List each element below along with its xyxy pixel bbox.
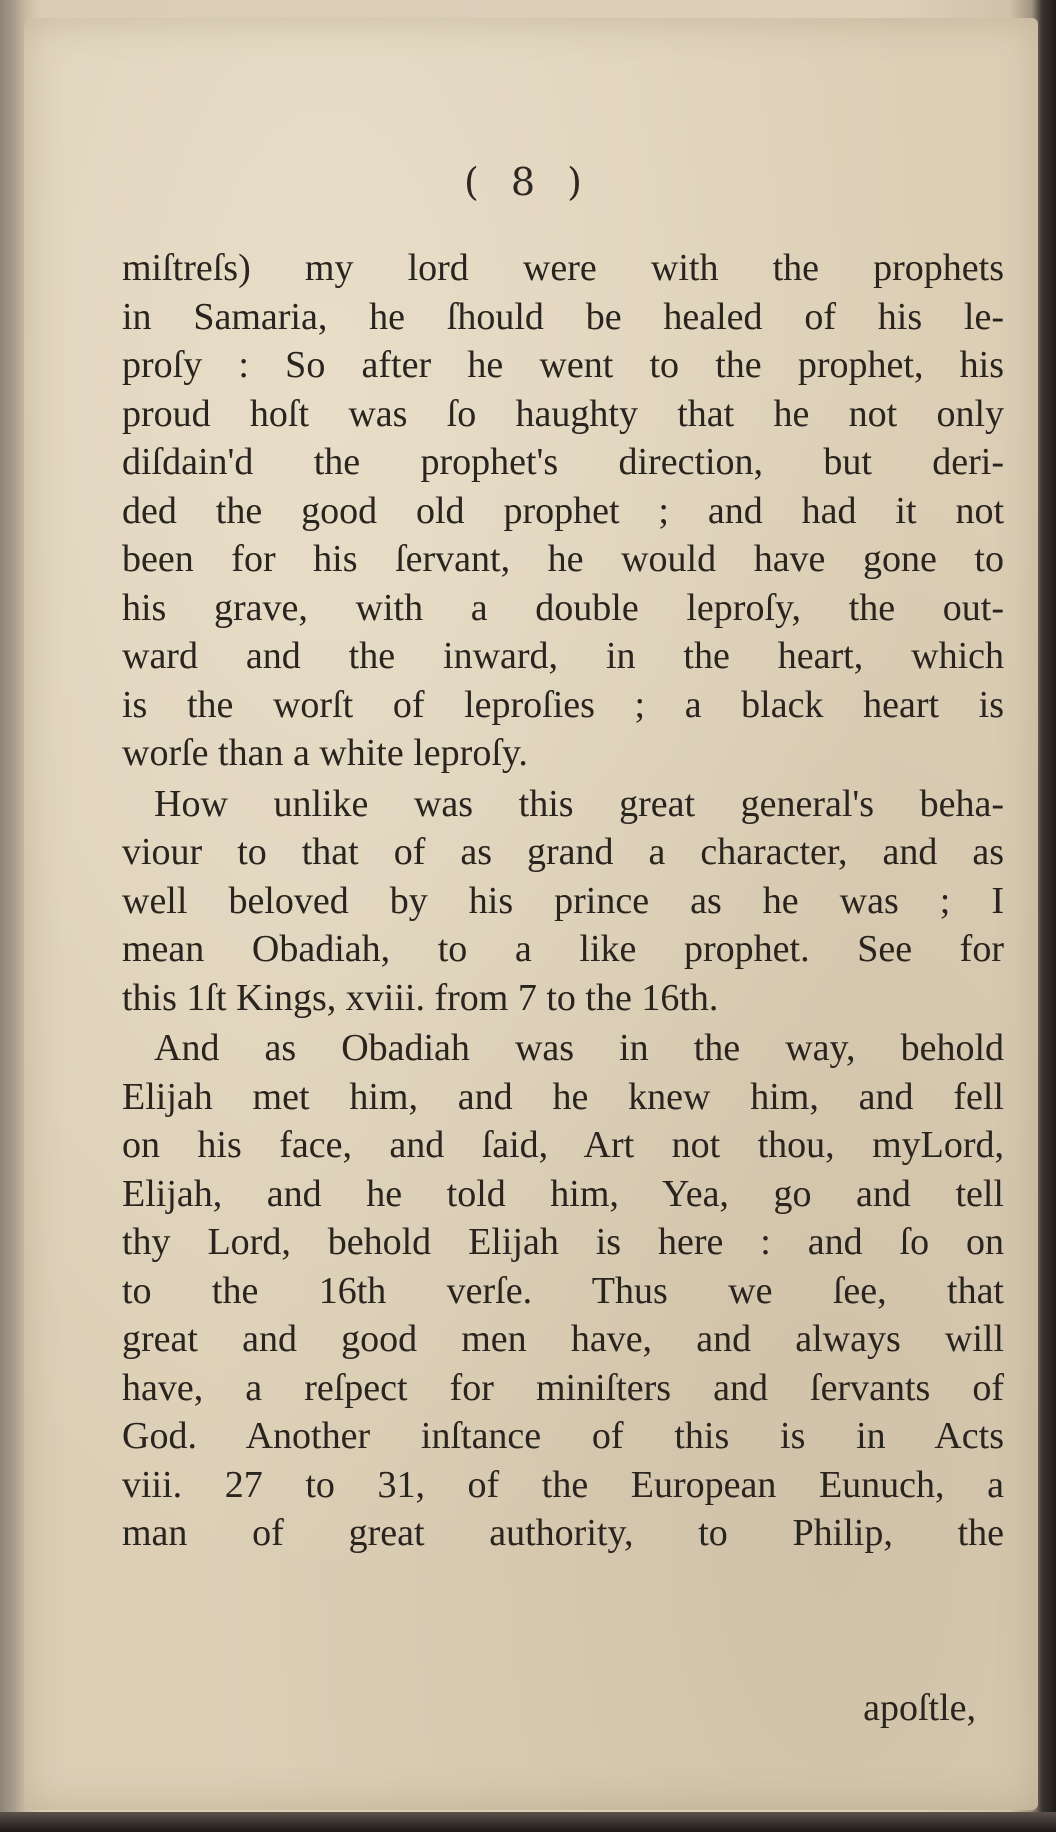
text-line: How unlike was this great general's beha- [154, 782, 1004, 825]
scan-bottom-edge [0, 1812, 1056, 1832]
text-line: great and good men have, and always will [122, 1318, 1004, 1360]
text-line: ward and the inward, in the heart, which [122, 635, 1004, 677]
text-line: this 1ſt Kings, xviii. from 7 to the 16th. [122, 976, 719, 1019]
body-text [122, 244, 1004, 1558]
text-line: his grave, with a double leproſy, the out- [122, 586, 1004, 629]
page-number: ( 8 ) [464, 160, 592, 204]
text-line: Elijah, and he told him, Yea, go and tell [122, 1172, 1004, 1215]
paragraph-3 [122, 1024, 1004, 1558]
catchword: apoſtle, [863, 1687, 976, 1729]
text-line: miſtreſs) my lord were with the prophets [122, 247, 1004, 289]
text-line: viour to that of as grand a character, and as [122, 831, 1004, 873]
text-line: have, a reſpect for miniſters and ſervants of [122, 1366, 1004, 1409]
text-line: proſy : So after he went to the prophet, his [122, 344, 1004, 386]
text-line: in Samaria, he ſhould be healed of his le- [122, 295, 1004, 338]
text-line: worſe than a white leproſy. [122, 732, 528, 774]
text-line: viii. 27 to 31, of the European Eunuch, a [122, 1463, 1004, 1506]
text-line: God. Another inſtance of this is in Acts [122, 1415, 1004, 1457]
text-line: on his face, and ſaid, Art not thou, myLord, [122, 1124, 1004, 1166]
text-line: man of great authority, to Philip, the [122, 1512, 1004, 1554]
text-line: been for his ſervant, he would have gone to [122, 538, 1004, 580]
text-line: is the worſt of leproſies ; a black heart is [122, 683, 1004, 726]
text-line: ded the good old prophet ; and had it not [122, 489, 1004, 532]
text-line: well beloved by his prince as he was ; I [122, 879, 1004, 922]
paragraph-2 [122, 780, 1004, 1023]
paragraph-1 [122, 244, 1004, 778]
text-line: Elijah met him, and he knew him, and fell [122, 1075, 1004, 1118]
text-line: to the 16th verſe. Thus we ſee, that [122, 1269, 1004, 1312]
text-line: thy Lord, behold Elijah is here : and ſo on [122, 1221, 1004, 1263]
text-line: proud hoſt was ſo haughty that he not only [122, 392, 1004, 435]
text-line: diſdain'd the prophet's direction, but deri- [122, 441, 1004, 483]
text-line: mean Obadiah, to a like prophet. See for [122, 928, 1004, 970]
text-line: And as Obadiah was in the way, behold [154, 1027, 1004, 1069]
